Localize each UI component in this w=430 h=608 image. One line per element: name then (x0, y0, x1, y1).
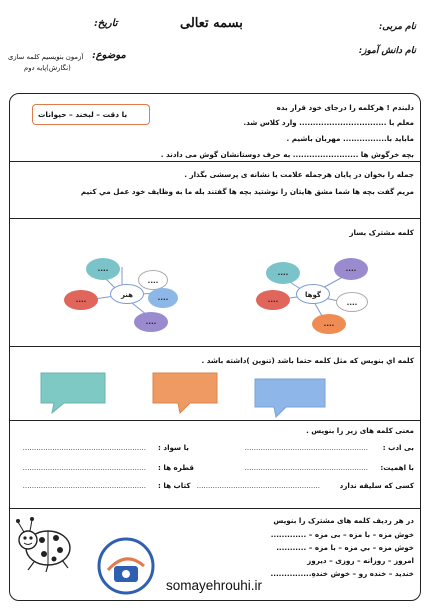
section5-instruction: معنی کلمه های زیر را بنویس . (306, 426, 414, 435)
meaning-item: کتاب ها : (158, 481, 191, 490)
app-logo-icon (96, 536, 156, 596)
meaning-answer-line[interactable]: ...................................................... (244, 443, 368, 452)
subject-value: آزمون بنویسیم کلمه سازی (8, 53, 84, 61)
callout-blue[interactable] (252, 376, 328, 420)
student-name-label: نام دانش آموز: (358, 46, 416, 56)
meaning-item: با اهمیت: (380, 463, 414, 472)
cluster-right-satellite: .... (334, 258, 368, 280)
meaning-answer-line[interactable]: ...................................................... (22, 443, 146, 452)
callout-orange[interactable] (150, 370, 220, 416)
ladybug-illustration (14, 514, 78, 574)
cluster-right-satellite: .... (312, 314, 346, 334)
page-title: بسمه تعالی (180, 16, 243, 31)
meaning-item: قطره ها : (158, 463, 194, 472)
cluster-left-center: هنر (110, 284, 144, 304)
meaning-item: با سواد : (158, 443, 190, 452)
meaning-answer-line[interactable]: ...................................................... (196, 481, 320, 490)
subject-label: موضوع: (92, 50, 126, 61)
meaning-answer-line[interactable]: ...................................................... (22, 481, 146, 490)
meaning-answer-line[interactable]: ...................................................... (244, 463, 368, 472)
cluster-left-satellite: .... (86, 258, 120, 280)
section4-instruction: کلمه اي بنويس كه مثل كلمه حتما باشد (تنوين )داشته باشد . (201, 356, 414, 365)
section6-instruction: در هر ردیف کلمه های مشترک را بنویس (273, 516, 414, 525)
divider (9, 508, 421, 509)
section1-intro: دلبندم ! هرکلمه را درجای خود قرار بده (276, 103, 414, 112)
fill-line-3[interactable]: بچه خرگوش ها ........................ به حرف دوستانشان گوش می دادند . (160, 150, 414, 159)
date-label: تاریخ: (94, 18, 118, 29)
cluster-right-satellite: .... (336, 292, 368, 312)
meaning-item: بی ادب : (382, 443, 414, 452)
common-word-row[interactable]: خوش مزه – بي مزه – با مزه – ........... (276, 543, 414, 552)
fill-line-1[interactable]: معلم با ................................ وارد کلاس شد. (243, 118, 414, 127)
divider (9, 218, 421, 219)
common-word-row[interactable]: خوش مزه – با مزه – بی مزه – ............. (270, 530, 414, 539)
cluster-right-satellite: .... (266, 262, 300, 284)
word-bank-text: با دقت – لبخند – حیوانات (38, 110, 128, 119)
section3-instruction: کلمه مشترک بساز (349, 228, 414, 237)
cluster-left-satellite: .... (138, 270, 168, 290)
meaning-answer-line[interactable]: ...................................................... (22, 463, 146, 472)
cluster-left-satellite: .... (64, 290, 98, 310)
common-word-row[interactable]: خندید – خنده رو – خوش خندهِ............... (270, 569, 414, 578)
fill-line-2[interactable]: مابايد با................ مهربان باشيم . (286, 134, 414, 143)
divider (9, 161, 421, 162)
cluster-right-satellite: .... (256, 290, 290, 310)
section2-instruction: جمله را بخوان در پایان هرجمله علامت یا نشانه ی پرسشی بگذار . (184, 170, 414, 179)
cluster-left-satellite: .... (134, 312, 168, 332)
section2-sentence: مريم گفت بچه ها شما مشق هايتان را نوشتيد بچه ها گفتند بله ما به وظايف خود عمل مي كنيم (80, 187, 414, 196)
subject-grade: (نگارش)پایه دوم (24, 64, 71, 72)
callout-teal[interactable] (38, 370, 108, 416)
divider (9, 346, 421, 347)
divider (9, 420, 421, 421)
teacher-name-label: نام مربی: (378, 22, 416, 32)
website-footer[interactable]: somayehrouhi.ir (166, 578, 263, 593)
common-word-row[interactable]: امروز – روزانه – روزی – دیروز (307, 556, 414, 565)
cluster-left-satellite: .... (148, 288, 178, 308)
cluster-right-center: گوها (296, 284, 330, 304)
meaning-item: کسی که سلیقه ندارد (339, 481, 414, 490)
